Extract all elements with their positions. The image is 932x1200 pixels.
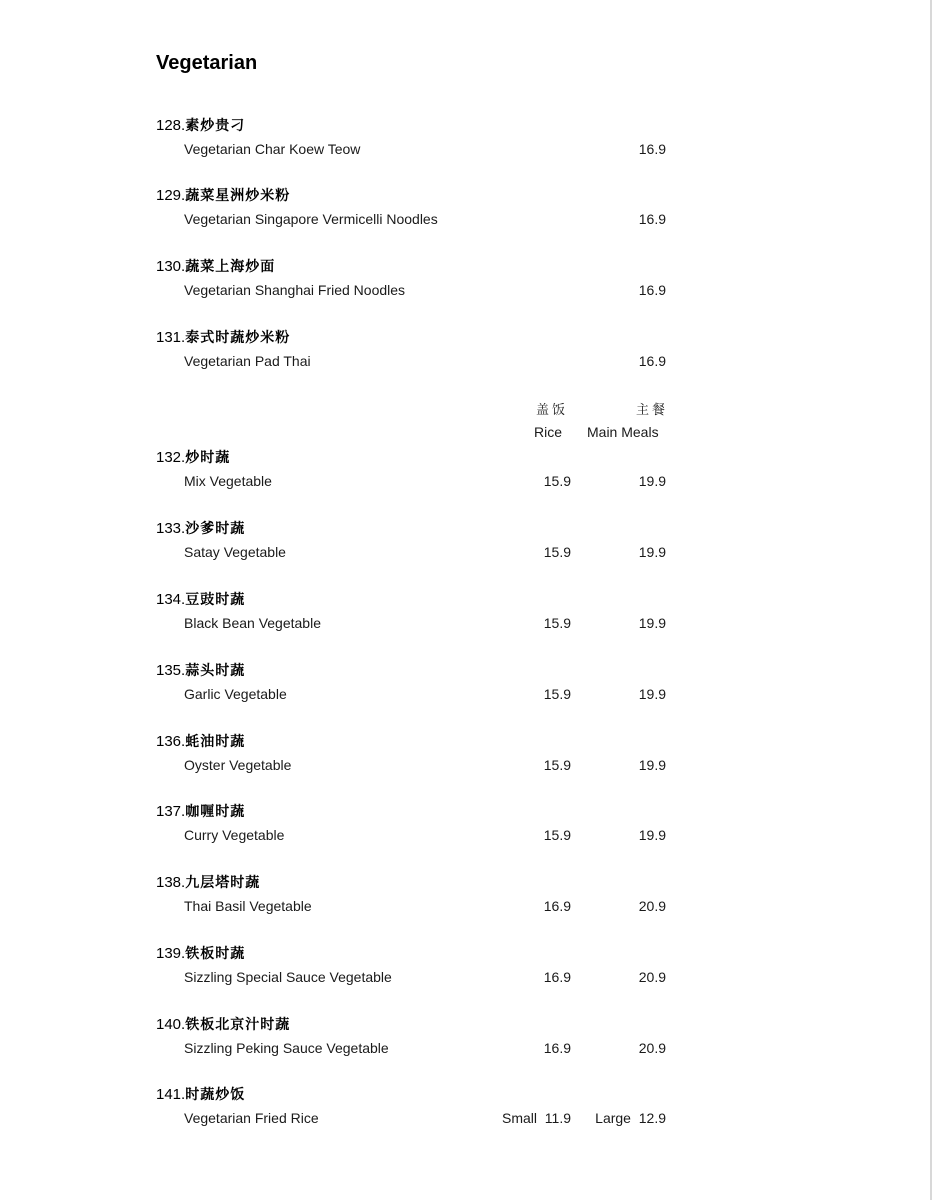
item-price-main: 19.9 bbox=[638, 473, 666, 489]
item-price-main: 20.9 bbox=[638, 898, 666, 914]
item-name-zh: 蔬菜星洲炒米粉 bbox=[185, 188, 291, 204]
item-price-main: 19.9 bbox=[638, 827, 666, 843]
item-number: 135. bbox=[156, 662, 186, 679]
menu-item bbox=[0, 1014, 932, 1066]
item-number: 133. bbox=[156, 520, 186, 537]
menu-item bbox=[0, 447, 932, 499]
item-name-zh: 蔬菜上海炒面 bbox=[185, 259, 276, 275]
item-price-rice: 15.9 bbox=[543, 686, 571, 702]
menu-item bbox=[0, 256, 932, 308]
menu-item bbox=[0, 801, 932, 853]
item-name-zh: 炒时蔬 bbox=[185, 450, 231, 466]
item-name-en: Garlic Vegetable bbox=[184, 686, 287, 702]
item-name-en: Black Bean Vegetable bbox=[184, 615, 321, 631]
item-price-rice: 16.9 bbox=[543, 1040, 571, 1056]
item-name-zh: 九层塔时蔬 bbox=[185, 875, 261, 891]
menu-item bbox=[0, 1084, 932, 1136]
item-name-zh: 泰式时蔬炒米粉 bbox=[185, 330, 291, 346]
item-name-en: Thai Basil Vegetable bbox=[184, 898, 312, 914]
item-price-small: Small 11.9 bbox=[502, 1110, 571, 1126]
item-number: 140. bbox=[156, 1016, 186, 1033]
item-price-main: 20.9 bbox=[638, 969, 666, 985]
item-name-zh: 蚝油时蔬 bbox=[185, 734, 246, 750]
item-number: 137. bbox=[156, 803, 186, 820]
item-price-rice: 16.9 bbox=[543, 898, 571, 914]
menu-item bbox=[0, 327, 932, 379]
column-header-rice: Rice bbox=[534, 424, 563, 440]
item-number: 134. bbox=[156, 591, 186, 608]
item-name-en: Satay Vegetable bbox=[184, 544, 286, 560]
item-number: 130. bbox=[156, 258, 186, 275]
item-number: 128. bbox=[156, 117, 186, 134]
item-price-rice: 16.9 bbox=[543, 969, 571, 985]
menu-item bbox=[0, 115, 932, 167]
item-name-en: Vegetarian Shanghai Fried Noodles bbox=[184, 282, 406, 298]
item-number: 131. bbox=[156, 329, 186, 346]
item-price-main: 19.9 bbox=[638, 686, 666, 702]
item-name-en: Sizzling Special Sauce Vegetable bbox=[184, 969, 392, 985]
item-number: 132. bbox=[156, 449, 186, 466]
item-number: 129. bbox=[156, 187, 186, 204]
item-price-main: 19.9 bbox=[638, 544, 666, 560]
menu-item bbox=[0, 660, 932, 712]
item-price-large: Large 12.9 bbox=[595, 1110, 666, 1126]
menu-item bbox=[0, 185, 932, 237]
column-header-rice-zh: 盖饭 bbox=[536, 403, 569, 418]
item-name-en: Mix Vegetable bbox=[184, 473, 272, 489]
item-number: 138. bbox=[156, 874, 186, 891]
item-name-en: Curry Vegetable bbox=[184, 827, 285, 843]
menu-item bbox=[0, 943, 932, 995]
item-name-en: Vegetarian Singapore Vermicelli Noodles bbox=[184, 211, 438, 227]
item-name-zh: 铁板北京汁时蔬 bbox=[185, 1017, 291, 1033]
item-price-main: 19.9 bbox=[638, 615, 666, 631]
item-price-rice: 15.9 bbox=[543, 544, 571, 560]
item-number: 139. bbox=[156, 945, 186, 962]
item-price-main: 19.9 bbox=[638, 757, 666, 773]
item-name-en: Sizzling Peking Sauce Vegetable bbox=[184, 1040, 389, 1056]
item-price: 16.9 bbox=[638, 353, 666, 369]
item-name-zh: 时蔬炒饭 bbox=[185, 1087, 246, 1103]
item-price-rice: 15.9 bbox=[543, 615, 571, 631]
item-name-zh: 豆豉时蔬 bbox=[185, 592, 246, 608]
item-name-zh: 沙爹时蔬 bbox=[185, 521, 246, 537]
item-name-en: Vegetarian Pad Thai bbox=[184, 353, 311, 369]
menu-item bbox=[0, 589, 932, 641]
menu-item bbox=[0, 872, 932, 924]
item-name-zh: 素炒贵刁 bbox=[185, 118, 246, 134]
item-number: 141. bbox=[156, 1086, 186, 1103]
item-price-rice: 15.9 bbox=[543, 757, 571, 773]
item-price-rice: 15.9 bbox=[543, 473, 571, 489]
item-name-en: Vegetarian Char Koew Teow bbox=[184, 141, 361, 157]
item-name-zh: 蒜头时蔬 bbox=[185, 663, 246, 679]
item-price-rice: 15.9 bbox=[543, 827, 571, 843]
item-name-en: Oyster Vegetable bbox=[184, 757, 292, 773]
column-header-main-meals: Main Meals bbox=[587, 424, 659, 440]
item-name-zh: 铁板时蔬 bbox=[185, 946, 246, 962]
item-price: 16.9 bbox=[638, 211, 666, 227]
item-name-zh: 咖喱时蔬 bbox=[185, 804, 246, 820]
item-price: 16.9 bbox=[638, 282, 666, 298]
item-price: 16.9 bbox=[638, 141, 666, 157]
menu-item bbox=[0, 518, 932, 570]
item-name-en: Vegetarian Fried Rice bbox=[184, 1110, 319, 1126]
column-header-main-zh: 主餐 bbox=[636, 403, 669, 418]
menu-item bbox=[0, 731, 932, 783]
section-title: Vegetarian bbox=[156, 52, 258, 74]
item-number: 136. bbox=[156, 733, 186, 750]
item-price-main: 20.9 bbox=[638, 1040, 666, 1056]
